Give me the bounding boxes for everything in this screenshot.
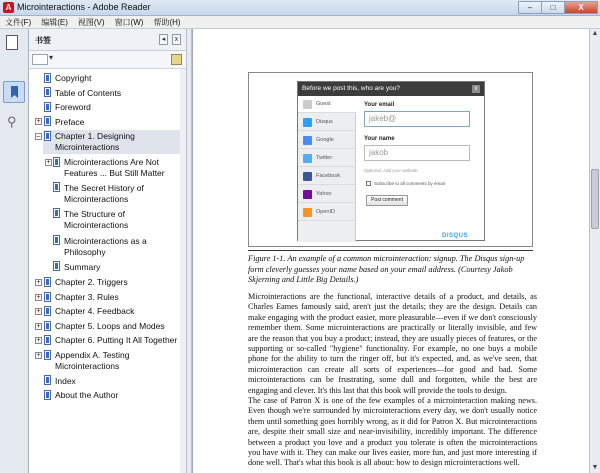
bookmark-icon <box>44 350 51 360</box>
expand-icon[interactable]: + <box>36 308 41 315</box>
scrollbar-thumb[interactable] <box>591 169 599 229</box>
bookmark-chapter-3[interactable]: Chapter 3. Rules <box>55 292 119 302</box>
bookmark-secret-history[interactable]: The Secret History of Microinteractions <box>64 183 144 204</box>
figure-divider <box>248 250 533 251</box>
subscribe-label: Subscribe to all comments by email <box>374 181 445 186</box>
service-disqus: Disqus <box>298 114 356 131</box>
disqus-logo: DISQUS <box>442 233 469 239</box>
navigation-rail <box>0 29 29 473</box>
body-paragraph-1: Microinteractions are the functional, interactive details of a product, and details, as Charles Eames famously said, aren't just the details; they are the design. Details can make engaging with the product easier, more pleasurable—even if we don't consciously remember them. Some microinteractions are practically or literally invisible, and few are the reason that you buy a product; instead, they are usually pieces of features, or the supporting or so-called "hygiene" functionality. For example, no one buys a mobile phone for the ability to turn the ringer off, but it's expected, and, as we've seen, that microinteraction can create all sorts of experiences—for good and bad. Some microinteractions can be frustrating, some dull and forgotten, while the best are engaging and clever. It's this last that this book will provide the tools to design. <box>248 292 537 395</box>
scroll-down-icon[interactable]: ▼ <box>591 464 599 471</box>
scroll-up-icon[interactable]: ▲ <box>591 30 599 37</box>
bookmark-icon <box>44 375 51 385</box>
expand-icon[interactable]: + <box>36 337 41 344</box>
panel-toolbar <box>29 51 186 69</box>
service-facebook: Facebook <box>298 168 356 185</box>
menu-edit[interactable]: 编辑(E) <box>41 18 68 27</box>
email-field: jakeb@ <box>364 111 470 127</box>
bookmark-icon <box>44 277 51 287</box>
expand-icon[interactable]: + <box>36 279 41 286</box>
expand-icon[interactable]: + <box>46 159 51 166</box>
close-button[interactable]: X <box>564 1 598 14</box>
window-controls <box>519 1 598 14</box>
menu-file[interactable]: 文件(F) <box>5 18 32 27</box>
expand-icon[interactable]: + <box>36 323 41 330</box>
attachments-icon[interactable]: ⚲ <box>7 114 17 129</box>
panel-header <box>29 29 186 51</box>
service-openid: OpenID <box>298 204 356 221</box>
bookmark-philosophy[interactable]: Microinteractions as a Philosophy <box>64 236 147 257</box>
post-comment-button: Post comment <box>366 195 408 206</box>
service-yahoo: Yahoo <box>298 186 356 203</box>
bookmark-index[interactable]: Index <box>55 376 76 386</box>
bookmark-icon <box>11 86 18 98</box>
bookmark-icon <box>44 131 51 141</box>
adobe-reader-icon: A <box>3 2 14 13</box>
window-title: Microinteractions - Adobe Reader <box>17 2 151 12</box>
openid-icon <box>303 208 312 217</box>
bookmark-icon <box>53 261 60 271</box>
bookmark-preface[interactable]: Preface <box>55 117 85 127</box>
bookmark-chapter-2[interactable]: Chapter 2. Triggers <box>55 277 128 287</box>
service-guest: Guest <box>298 96 356 113</box>
name-label: Your name <box>364 136 395 142</box>
bookmark-foreword[interactable]: Foreword <box>55 102 91 112</box>
name-field: jakob <box>364 145 470 161</box>
options-menu-button[interactable] <box>32 54 48 65</box>
expand-icon[interactable]: + <box>36 352 41 359</box>
bookmark-appendix-a[interactable]: Appendix A. Testing Microinteractions <box>55 350 130 371</box>
bookmark-structure[interactable]: The Structure of Microinteractions <box>64 209 129 230</box>
service-google: Google <box>298 132 356 149</box>
bookmark-about-the-author[interactable]: About the Author <box>55 390 119 400</box>
bookmark-icon <box>44 292 51 302</box>
disqus-icon <box>303 118 312 127</box>
page-thumbnails-icon[interactable] <box>6 35 18 50</box>
google-icon <box>303 136 312 145</box>
bookmark-icon <box>44 335 51 345</box>
service-twitter: Twitter <box>298 150 356 167</box>
menu-bar <box>0 16 600 29</box>
yahoo-icon <box>303 190 312 199</box>
bookmark-icon <box>44 87 51 97</box>
find-bookmark-icon[interactable] <box>171 54 182 65</box>
body-paragraph-2: The case of Patron X is one of the few examples of a microinteraction making news. Even though we're surrounded by microinteractions every day, we don't usually notice them until something goes horribly wrong, as it did for Patron X. But microinteractions are, despite their small size and near-invisibility, incredibly important. The difference between a product you love and a product you tolerate is often the microinteractions you have with it. They can make our lives easier, more fun, and just more interesting if done well. That's what this book is all about: how to design microinteractions well. <box>248 396 537 468</box>
optional-website-note: Optional: Add your website <box>364 168 418 173</box>
bookmark-icon <box>53 208 60 218</box>
menu-window[interactable]: 窗口(W) <box>114 18 144 27</box>
panel-title: 书签 <box>35 36 51 45</box>
bookmark-icon <box>53 157 60 167</box>
expand-icon[interactable]: + <box>36 294 41 301</box>
disqus-signup-dialog <box>297 81 485 241</box>
minimize-button[interactable]: – <box>518 1 542 14</box>
email-label: Your email <box>364 102 395 108</box>
close-icon: x <box>472 85 480 93</box>
close-panel-button[interactable]: x <box>172 34 181 45</box>
collapse-panel-button[interactable]: ◂ <box>159 34 168 45</box>
bookmark-chapter-6[interactable]: Chapter 6. Putting It All Together <box>55 335 178 345</box>
twitter-icon <box>303 154 312 163</box>
bookmark-icon <box>53 235 60 245</box>
bookmark-microinteractions-not-features[interactable]: Microinteractions Are Not Features ... But Still Matter <box>64 157 165 178</box>
bookmark-chapter-5[interactable]: Chapter 5. Loops and Modes <box>55 321 165 331</box>
dialog-title: Before we post this, who are you? <box>298 82 484 96</box>
bookmark-copyright[interactable]: Copyright <box>55 73 92 83</box>
dialog-service-list <box>298 96 356 242</box>
facebook-icon <box>303 172 312 181</box>
title-bar <box>0 0 600 16</box>
bookmark-icon <box>44 321 51 331</box>
bookmark-chapter-1[interactable]: Chapter 1. Designing Microinteractions <box>55 131 135 152</box>
bookmarks-button[interactable] <box>3 81 25 103</box>
figure-caption: Figure 1-1. An example of a common microinteraction: signup. The Disqus sign-up form cleverly guesses your name based on your email address. (Courtesy Jakob Skjerning and Little Big Details.) <box>248 254 525 284</box>
bookmark-icon <box>44 102 51 112</box>
bookmark-icon <box>44 306 51 316</box>
menu-view[interactable]: 视图(V) <box>77 18 105 27</box>
maximize-button[interactable]: □ <box>541 1 565 14</box>
bookmark-table-of-contents[interactable]: Table of Contents <box>55 88 122 98</box>
bookmark-icon <box>44 390 51 400</box>
document-scrollbar[interactable] <box>589 29 600 473</box>
bookmark-icon <box>53 182 60 192</box>
bookmark-icon <box>44 116 51 126</box>
bookmark-chapter-4[interactable]: Chapter 4. Feedback <box>55 306 135 316</box>
user-icon <box>303 100 312 109</box>
expand-icon[interactable]: + <box>36 118 41 125</box>
bookmark-summary[interactable]: Summary <box>64 262 101 272</box>
subscribe-checkbox <box>366 181 371 186</box>
collapse-icon[interactable]: – <box>36 133 41 140</box>
menu-help[interactable]: 帮助(H) <box>153 18 181 27</box>
bookmark-icon <box>44 73 51 83</box>
